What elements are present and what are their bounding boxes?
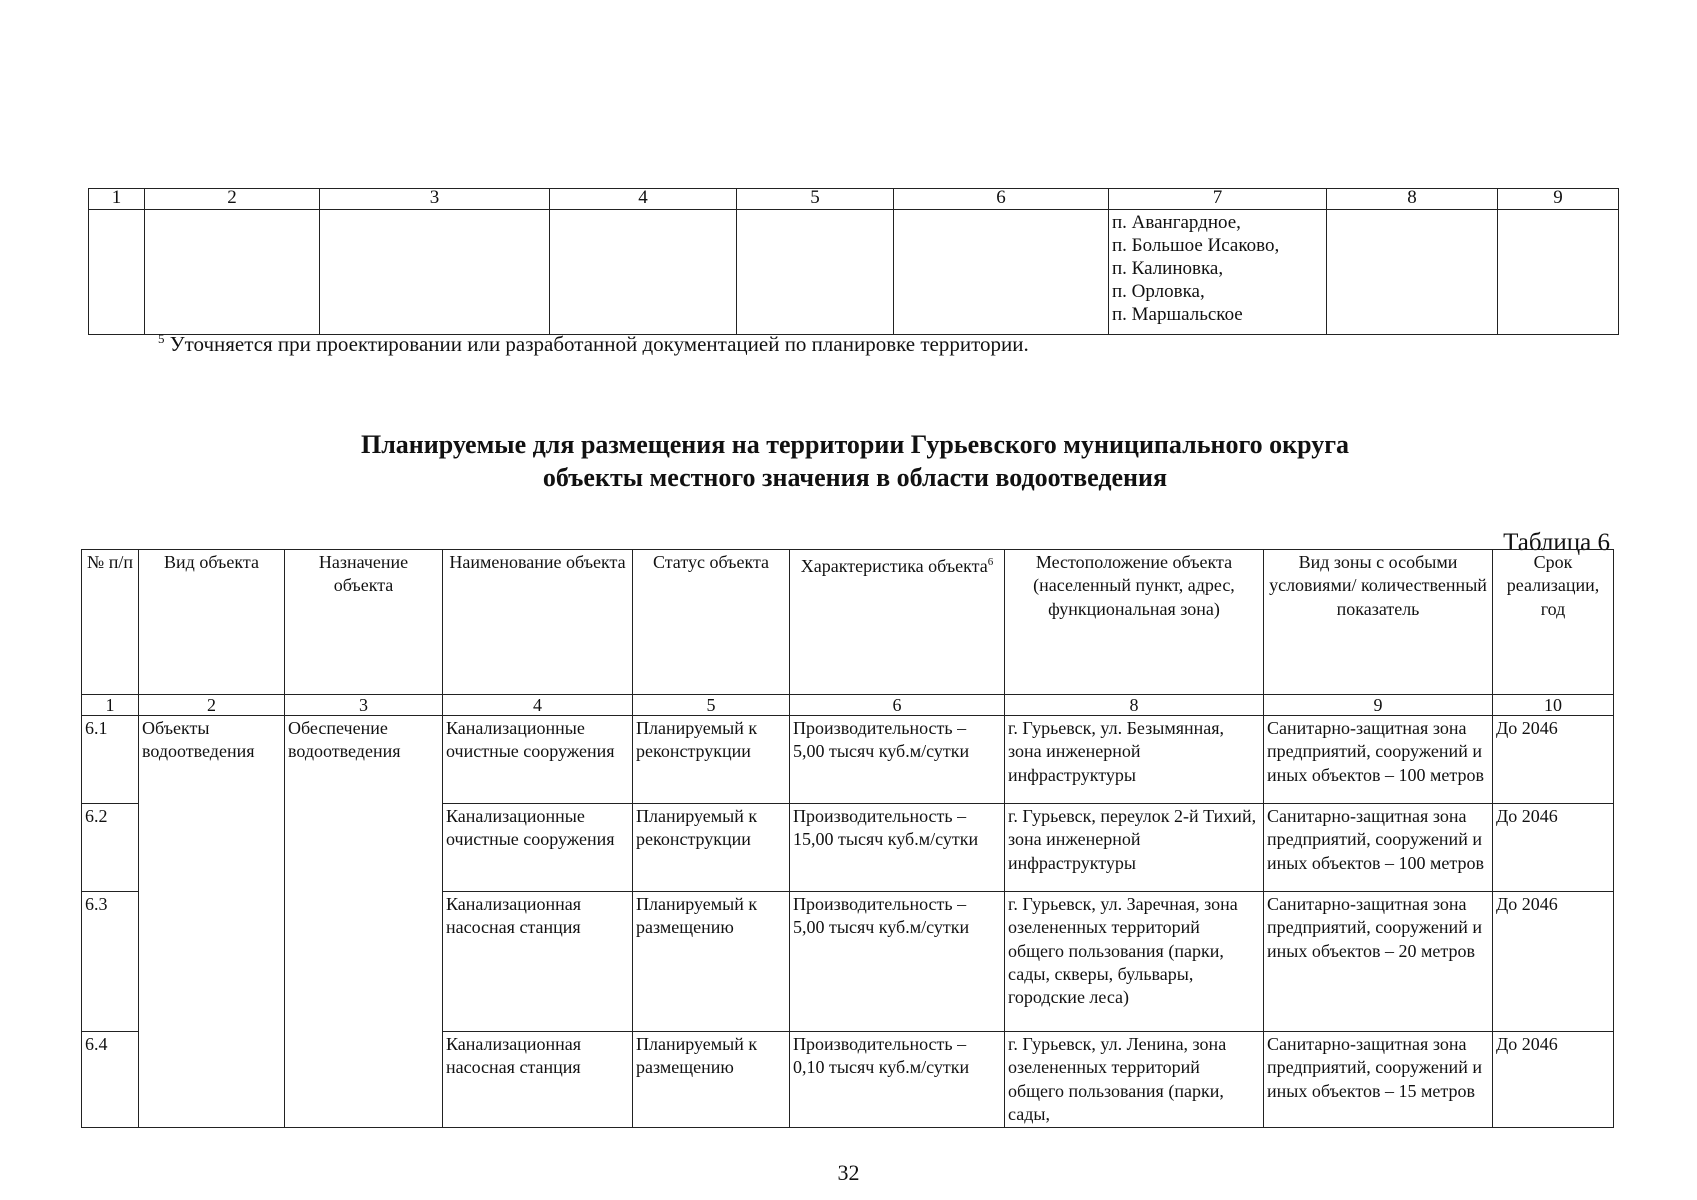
settlement-line: п. Авангардное,	[1112, 212, 1241, 233]
object-location: г. Гурьевск, ул. Безымянная, зона инженерной инфраструктуры	[1005, 716, 1264, 804]
continuation-table	[88, 188, 1619, 335]
object-status: Планируемый к размещению	[633, 892, 790, 1032]
row-num: 6.4	[82, 1032, 139, 1128]
column-number: 8	[1005, 695, 1264, 716]
column-number: 10	[1493, 695, 1614, 716]
column-number: 2	[145, 189, 320, 210]
object-term: До 2046	[1493, 892, 1614, 1032]
title-line-2: объекты местного значения в области водоотведения	[542, 463, 1168, 492]
header-purpose: Назначение объекта	[285, 550, 443, 695]
object-term: До 2046	[1493, 716, 1614, 804]
object-zone: Санитарно-защитная зона предприятий, сооружений и иных объектов – 100 метров	[1264, 716, 1493, 804]
group-type: Объекты водоотведения	[139, 716, 285, 1128]
group-purpose: Обеспечение водоотведения	[285, 716, 443, 1128]
settlement-line: п. Маршальское	[1112, 304, 1243, 325]
settlements-cell	[1109, 210, 1327, 335]
column-number: 9	[1264, 695, 1493, 716]
row-num: 6.2	[82, 804, 139, 892]
object-status: Планируемый к размещению	[633, 1032, 790, 1128]
object-zone: Санитарно-защитная зона предприятий, сооружений и иных объектов – 100 метров	[1264, 804, 1493, 892]
column-number-row	[82, 695, 1614, 716]
header-status: Статус объекта	[633, 550, 790, 695]
object-characteristic: Производительность – 5,00 тысяч куб.м/сутки	[790, 716, 1005, 804]
object-characteristic: Производительность – 0,10 тысяч куб.м/сутки	[790, 1032, 1005, 1128]
table-row	[82, 716, 1614, 804]
column-number: 4	[550, 189, 737, 210]
object-location: г. Гурьевск, ул. Ленина, зона озелененных территорий общего пользования (парки, сады,	[1005, 1032, 1264, 1128]
header-row	[82, 550, 1614, 695]
settlement-line: п. Орловка,	[1112, 281, 1205, 302]
column-number: 1	[82, 695, 139, 716]
title-line-1: Планируемые для размещения на территории Гурьевского муниципального округа	[360, 430, 1350, 459]
header-type: Вид объекта	[139, 550, 285, 695]
footnote	[158, 327, 1029, 356]
column-number-row	[89, 189, 1619, 210]
header-term: Срок реализации, год	[1493, 550, 1614, 695]
column-number: 3	[285, 695, 443, 716]
object-term: До 2046	[1493, 804, 1614, 892]
column-number: 8	[1327, 189, 1498, 210]
settlement-line: п. Большое Исаково,	[1112, 235, 1280, 256]
column-number: 2	[139, 695, 285, 716]
settlement-line: п. Калиновка,	[1112, 258, 1224, 279]
object-status: Планируемый к реконструкции	[633, 804, 790, 892]
object-name: Канализационные очистные сооружения	[443, 716, 633, 804]
column-number: 7	[1109, 189, 1327, 210]
header-num: № п/п	[82, 550, 139, 695]
page-number: 32	[837, 1160, 860, 1185]
header-location: Местоположение объекта (населенный пункт, адрес, функциональная зона)	[1005, 550, 1264, 695]
continuation-row	[89, 210, 1619, 335]
column-number: 6	[894, 189, 1109, 210]
column-number: 9	[1498, 189, 1619, 210]
row-num: 6.3	[82, 892, 139, 1032]
object-term: До 2046	[1493, 1032, 1614, 1128]
object-location: г. Гурьевск, переулок 2-й Тихий, зона инженерной инфраструктуры	[1005, 804, 1264, 892]
object-zone: Санитарно-защитная зона предприятий, сооружений и иных объектов – 15 метров	[1264, 1032, 1493, 1128]
object-characteristic: Производительность – 15,00 тысяч куб.м/сутки	[790, 804, 1005, 892]
object-name: Канализационные очистные сооружения	[443, 804, 633, 892]
footnote-text: Уточняется при проектировании или разработанной документацией по планировке территории.	[169, 332, 1029, 356]
header-zone: Вид зоны с особыми условиями/ количественный показатель	[1264, 550, 1493, 695]
row-num: 6.1	[82, 716, 139, 804]
footnote-ref: 6	[987, 556, 994, 568]
table-caption: Таблица 6	[1503, 529, 1610, 556]
column-number: 1	[89, 189, 145, 210]
object-status: Планируемый к реконструкции	[633, 716, 790, 804]
object-location: г. Гурьевск, ул. Заречная, зона озелененных территорий общего пользования (парки, сады, скверы, бульвары, городские леса)	[1005, 892, 1264, 1032]
column-number: 5	[633, 695, 790, 716]
header-characteristic: Характеристика объекта$^6$	[790, 550, 1005, 695]
footnote-marker: 5	[158, 331, 165, 346]
column-number: 4	[443, 695, 633, 716]
column-number: 5	[737, 189, 894, 210]
object-name: Канализационная насосная станция	[443, 892, 633, 1032]
header-name: Наименование объекта	[443, 550, 633, 695]
sewage-objects-table	[81, 549, 1614, 1128]
column-number: 6	[790, 695, 1005, 716]
object-name: Канализационная насосная станция	[443, 1032, 633, 1128]
object-zone: Санитарно-защитная зона предприятий, сооружений и иных объектов – 20 метров	[1264, 892, 1493, 1032]
section-title	[160, 428, 1550, 494]
column-number: 3	[320, 189, 550, 210]
object-characteristic: Производительность – 5,00 тысяч куб.м/сутки	[790, 892, 1005, 1032]
